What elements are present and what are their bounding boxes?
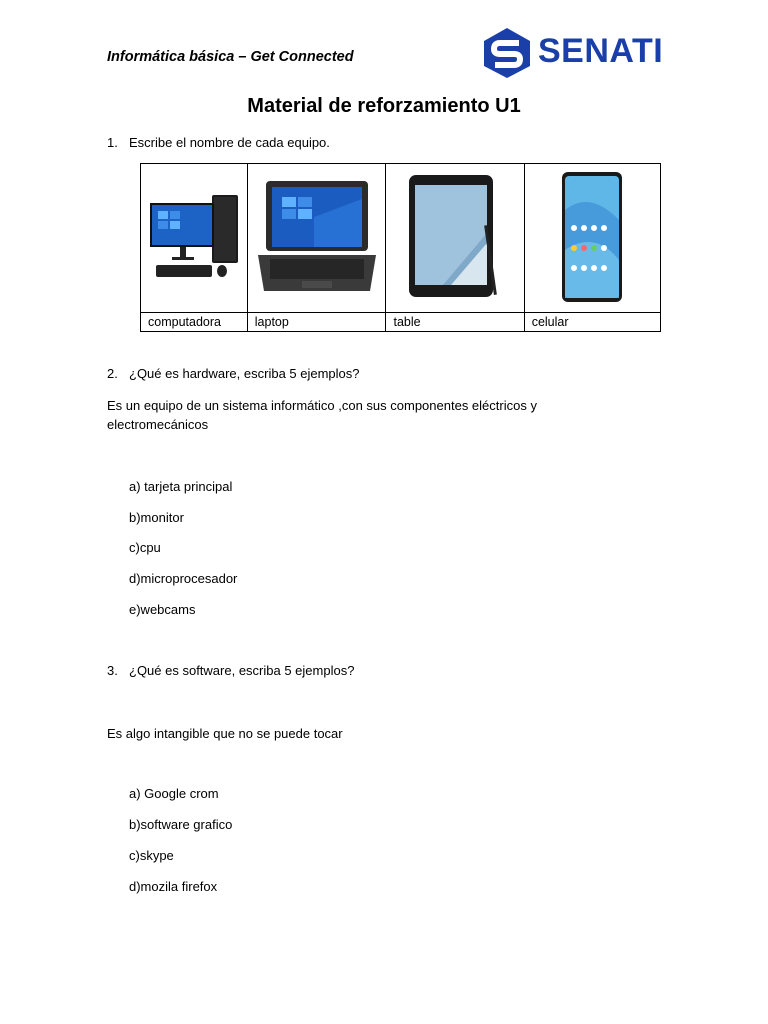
course-header: Informática básica – Get Connected [107,49,354,65]
question-2 [107,366,360,381]
question-3 [107,663,354,678]
smartphone-cell [524,164,660,313]
list-item: b)monitor [129,510,184,525]
page-title: Material de reforzamiento U1 [247,95,521,117]
question-text: ¿Qué es software, escriba 5 ejemplos? [129,663,355,678]
list-item: e)webcams [129,602,196,617]
answer-line: Es un equipo de un sistema informático ,con sus componentes eléctricos y [107,398,537,413]
tablet-icon [403,173,507,301]
device-label: table [386,313,524,332]
laptop-icon [254,177,380,297]
question-number: 3. [107,663,118,678]
tablet-cell [386,164,524,313]
answer-line: Es algo intangible que no se puede tocar [107,726,343,741]
list-item: c)skype [129,848,174,863]
list-item: a) tarjeta principal [129,479,233,494]
logo-text: SENATI [538,32,664,70]
question-text: Escribe el nombre de cada equipo. [129,135,330,150]
device-label: computadora [141,313,248,332]
answer-line: electromecánicos [107,417,209,432]
smartphone-icon [560,170,624,304]
list-item: a) Google crom [129,786,219,801]
question-1 [107,135,330,150]
desktop-computer-cell [141,164,248,313]
device-label: laptop [247,313,386,332]
question-text: ¿Qué es hardware, escriba 5 ejemplos? [129,366,360,381]
laptop-cell [247,164,386,313]
list-item: c)cpu [129,540,161,555]
question-number: 1. [107,135,118,150]
senati-logo [480,26,666,80]
device-label: celular [524,313,660,332]
devices-table [140,163,661,332]
desktop-computer-icon [146,187,242,287]
list-item: d)microprocesador [129,571,238,586]
list-item: d)mozila firefox [129,879,218,894]
question-number: 2. [107,366,118,381]
list-item: b)software grafico [129,817,233,832]
